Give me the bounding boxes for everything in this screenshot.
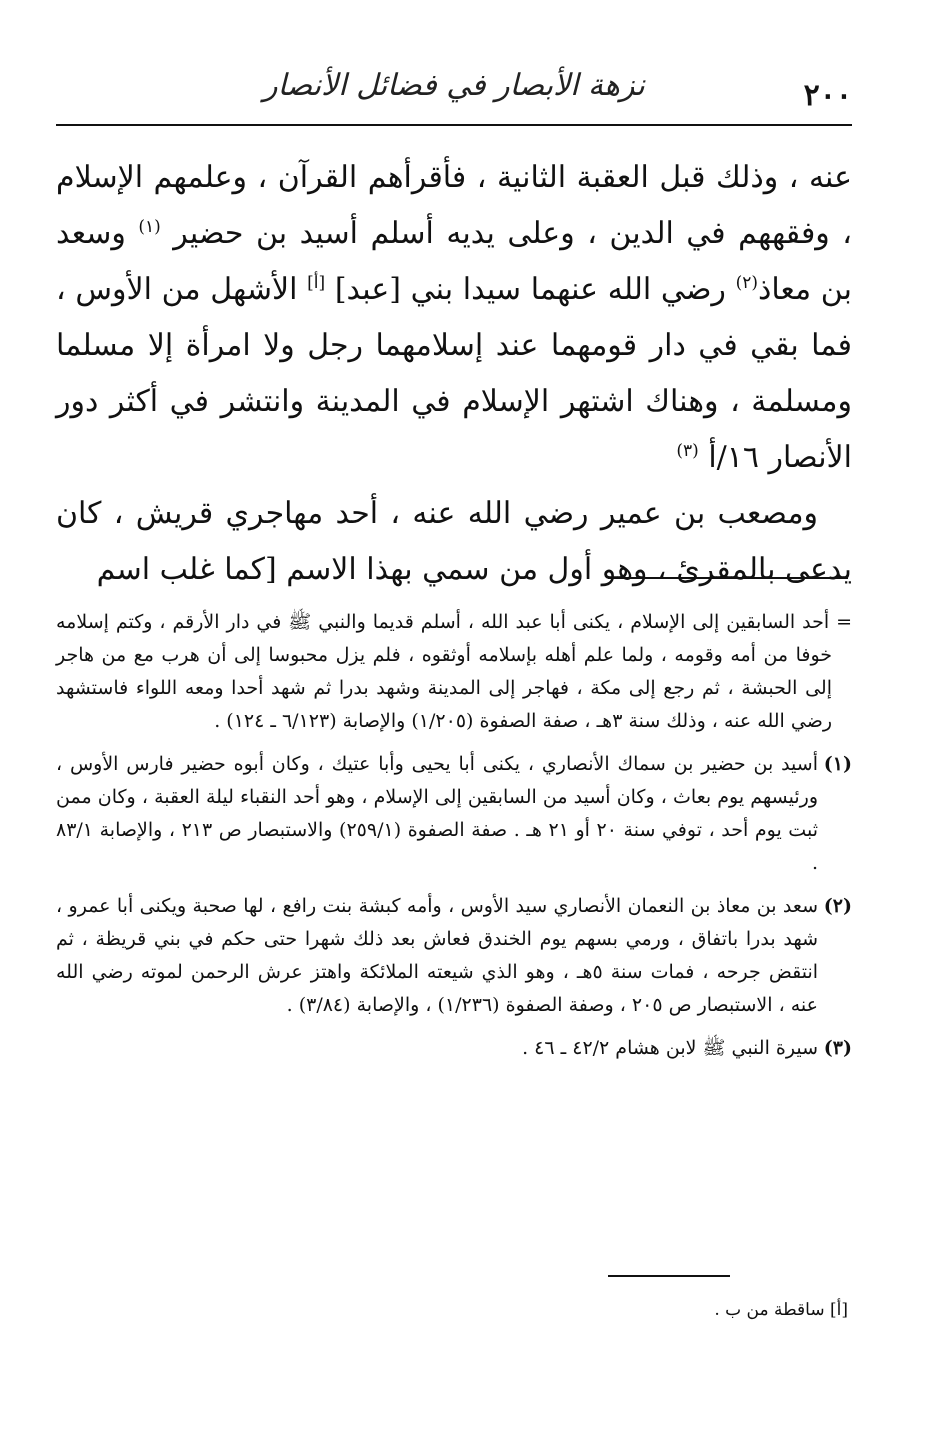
- footnote-number: (٢): [823, 895, 852, 917]
- footnote-1: [56, 748, 852, 880]
- footnote-2: [56, 890, 852, 1022]
- footnote-ref-2: (٢): [735, 273, 759, 293]
- page-number: ٢٠٠: [803, 78, 852, 113]
- footnote-text: سعد بن معاذ بن النعمان الأنصاري سيد الأوس ، وأمه كبشة بنت رافع ، لها صحبة ويكنى أبا عمرو ، شهد بدرا باتفاق ، ورمي بسهم يوم الخندق فعاش بعد ذلك شهرا حتى حكم في بني قريظة ، ثم انتقض جرحه ، فمات سنة ٥هـ ، وهو الذي شيعته الملائكة واهتز عرش الرحمن لموته رضي الله عنه ، الاستبصار ص ٢٠٥ ، وصفة الصفوة (١/٢٣٦) ، والإصابة (٣/٨٤) .: [56, 895, 819, 1016]
- footnotes: [56, 606, 852, 1075]
- book-title: نزهة الأبصار في فضائل الأنصار: [263, 68, 645, 103]
- footnote-text: أسيد بن حضير بن سماك الأنصاري ، يكنى أبا يحيى وأبا عتيك ، وكان أبوه حضير فارس الأوس ، ورئيسهم يوم بعاث ، وكان أسيد من السابقين إلى الإسلام ، وهو أحد النقباء ليلة العقبة ، وكان ممن ثبت يوم أحد ، توفي سنة ٢٠ أو ٢١ هـ . صفة الصفوة (٢٥٩/١) والاستبصار ص ٢١٣ ، والإصابة ٨٣/١ .: [56, 753, 818, 874]
- footnote-number: (١): [823, 753, 852, 775]
- variant-ref-a: [أ]: [307, 273, 326, 293]
- paragraph-1-text-3: رضي الله عنهما سيدا بني [عبد]: [334, 272, 726, 307]
- main-paragraph-1: [56, 150, 852, 486]
- footnote-text: سيرة النبي ﷺ لابن هشام ٤٢/٢ ـ ٤٦ .: [522, 1037, 818, 1059]
- variant-note: [أ] ساقطة من ب .: [714, 1300, 848, 1320]
- footnote-3: [56, 1032, 852, 1065]
- footnote-continuation: = أحد السابقين إلى الإسلام ، يكنى أبا عبد الله ، أسلم قديما والنبي ﷺ في دار الأرقم ، وكتم إسلامه خوفا من أمه وقومه ، ولما علم أهله بإسلامه أوثقوه ، فلم يزل محبوسا إلى أن هرب مع من هاجر إلى الحبشة ، ثم رجع إلى مكة ، فهاجر إلى المدينة وشهد بدرا ثم شهد أحدا ومعه اللواء فاستشهد رضي الله عنه ، وذلك سنة ٣هـ ، صفة الصفوة (١/٢٠٥) والإصابة (٦/١٢٣ ـ ١٢٤) .: [56, 611, 852, 732]
- header-rule: [56, 124, 852, 126]
- footnote-separator: [608, 577, 848, 579]
- page-header: [56, 58, 852, 118]
- footnote-ref-1: (١): [138, 217, 161, 237]
- footnote-ref-3: (٣): [676, 441, 699, 461]
- main-text: [56, 150, 852, 598]
- paragraph-1-text-4: الأشهل من الأوس ، فما بقي في دار قومهما عند إسلامهما رجل ولا امرأة إلا مسلما ومسلمة ، وهناك اشتهر الإسلام في المدينة وانتشر في أكثر دور الأنصار ١٦/أ: [56, 272, 852, 475]
- footnote-number: (٣): [823, 1037, 852, 1059]
- paragraph-1-text-1: عنه ، وذلك قبل العقبة الثانية ، فأقرأهم القرآن ، وعلمهم الإسلام ، وفقههم في الدين ، وعلى يديه أسلم أسيد بن حضير: [56, 160, 852, 251]
- paragraph-1-text-2: وسعد بن معاذ: [56, 216, 852, 307]
- variant-separator: [608, 1275, 730, 1277]
- main-paragraph-2: ومصعب بن عمير رضي الله عنه ، أحد مهاجري قريش ، كان يدعى بالمقرئ ، وهو أول من سمي بهذا الاسم [كما غلب اسم: [56, 496, 852, 587]
